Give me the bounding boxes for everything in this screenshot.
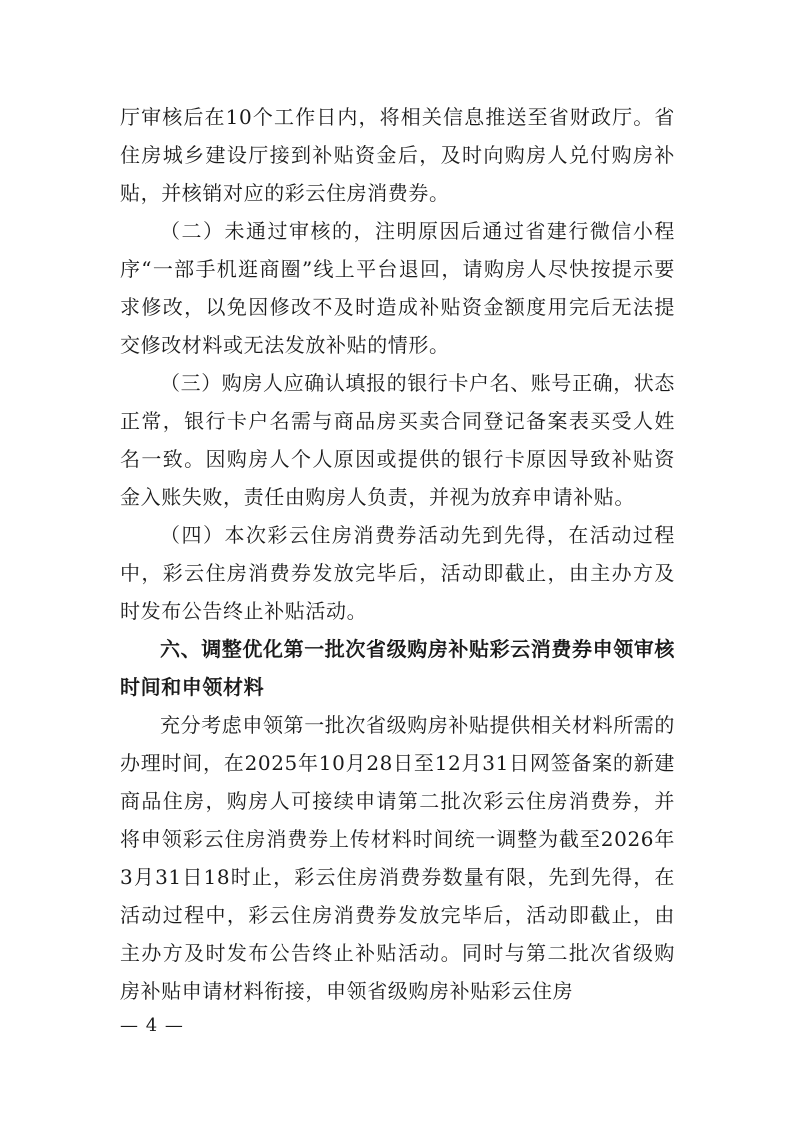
paragraph-item-two: （二）未通过审核的，注明原因后通过省建行微信小程序“一部手机逛商圈”线上平台退回，请购房人尽快按提示要求修改，以免因修改不及时造成补贴资金额度用完后无法提交修改材料或无法发放补贴的情形。: [120, 219, 675, 357]
paragraph-section-six: 充分考虑申领第一批次省级购房补贴提供相关材料所需的办理时间，在2025年10月28日至12月31日网签备案的新建商品住房，购房人可接续申请第二批次彩云住房消费券，并将申领彩云住房消费券上传材料时间统一调整为截至2026年3月31日18时止，彩云住房消费券数量有限，先到先得，在活动过程中，彩云住房消费券发放完毕后，活动即截止，由主办方及时发布公告终止补贴活动。同时与第二批次省级购房补贴申请材料衔接，申领省级购房补贴彩云住房: [120, 713, 675, 1003]
paragraph-item-four: （四）本次彩云住房消费券活动先到先得，在活动过程中，彩云住房消费券发放完毕后，活动即截止，由主办方及时发布公告终止补贴活动。: [120, 523, 675, 623]
paragraph-continuation: 厅审核后在10个工作日内，将相关信息推送至省财政厅。省住房城乡建设厅接到补贴资金后，及时向购房人兑付购房补贴，并核销对应的彩云住房消费券。: [120, 105, 675, 205]
paragraph-item-three: （三）购房人应确认填报的银行卡户名、账号正确，状态正常，银行卡户名需与商品房买卖合同登记备案表买受人姓名一致。因购房人个人原因或提供的银行卡原因导致补贴资金入账失败，责任由购房人负责，并视为放弃申请补贴。: [120, 371, 675, 509]
body-text: [120, 98, 675, 1010]
section-heading: 六、调整优化第一批次省级购房补贴彩云消费券申领审核时间和申领材料: [120, 637, 675, 699]
page-number: — 4 —: [120, 1015, 184, 1036]
